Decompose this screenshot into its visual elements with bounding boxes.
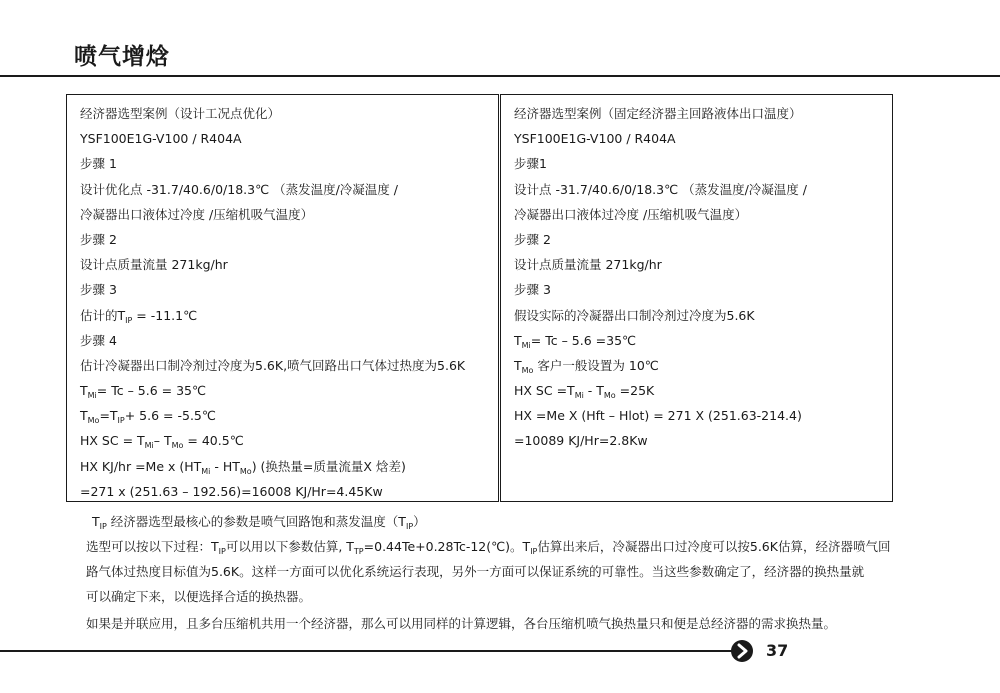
formula-hx-sc: HX SC = $T_{Mi}-$ $T_{Mo}$ = 40.5℃: [80, 433, 244, 451]
case-title: 经济器选型案例（设计工况点优化）: [80, 106, 281, 121]
step-1-heading: 步骤 1: [80, 156, 117, 172]
step-2-text: 设计点质量流量 271kg/hr: [80, 257, 228, 273]
note-tip-definition: $T_{IP}$ 经济器选型最核心的参数是喷气回路饱和蒸发温度$(T_{IP})$: [92, 514, 426, 531]
step-2-heading: 步骤 2: [80, 231, 117, 247]
header-divider: [0, 75, 1000, 77]
model-line: YSF100E1G-V100 / R404A: [514, 131, 676, 147]
case-box-design-optimization: [66, 94, 499, 502]
formula-tmi: $T_{Mi}= Tc - 5.6$ =35℃: [514, 332, 637, 350]
formula-tmo: $T_{Mo}=T_{IP}+ 5.6$ = -5.5℃: [80, 408, 216, 426]
case-title: 经济器选型案例（固定经济器主回路液体出口温度）: [514, 106, 802, 121]
formula-result: =10089 KJ/Hr=2.8Kw: [514, 433, 648, 449]
model-line: YSF100E1G-V100 / R404A: [80, 131, 242, 147]
step-3-text: 假设实际的冷凝器出口制冷剂过冷度为5.6K: [514, 307, 755, 323]
formula-hx-kj: HX KJ/hr =Me x $(HT_{Mi} - HT_{Mo})$ (换热量=质量流量X 焓差): [80, 458, 406, 476]
formula-hx: HX =Me X (Hft – Hlot) = 271 X (251.63-214.4): [514, 408, 802, 424]
formula-result: =271 x (251.63 – 192.56)=16008 KJ/Hr=4.45Kw: [80, 483, 383, 499]
footer-divider: [0, 650, 735, 652]
step-2-heading: 步骤 2: [514, 231, 551, 247]
note-parallel-application: 如果是并联应用，且多台压缩机共用一个经济器，那么可以用同样的计算逻辑，各台压缩机喷气换热量只和便是总经济器的需求换热量。: [86, 616, 837, 631]
step-3-heading: 步骤 3: [80, 282, 117, 298]
step-1-text-cont: 冷凝器出口液体过冷度 /压缩机吸气温度）: [514, 206, 748, 222]
step-1-heading: 步骤1: [514, 156, 547, 172]
notes-section: [86, 509, 946, 636]
step-4-heading: 步骤 4: [80, 332, 117, 348]
step-1-text: 设计优化点 -31.7/40.6/0/18.3℃ （蒸发温度/冷凝温度 /: [80, 181, 398, 197]
step-1-text: 设计点 -31.7/40.6/0/18.3℃ （蒸发温度/冷凝温度 /: [514, 181, 807, 197]
arrow-right-icon: [731, 640, 753, 662]
formula-hx-sc: HX SC $=T_{Mi} - T_{Mo} =25K$: [514, 383, 655, 401]
step-3-heading: 步骤 3: [514, 282, 551, 298]
step-4-text: 估计冷凝器出口制冷剂过冷度为5.6K,喷气回路出口气体过热度为5.6K: [80, 357, 466, 373]
page-title: 喷气增焓: [74, 44, 170, 70]
step-1-text-cont: 冷凝器出口液体过冷度 /压缩机吸气温度）: [80, 206, 314, 222]
note-selection-process-end: 可以确定下来，以便选择合适的换热器。: [86, 589, 312, 604]
step-3-text: 估计的$T_{IP}$ = -11.1℃: [80, 307, 198, 325]
formula-tmo: $T_{Mo}$ 客户一般设置为 10℃: [514, 357, 659, 375]
case-box-fixed-outlet-temp: [500, 94, 893, 502]
note-selection-process-cont: 路气体过热度目标值为5.6K。这样一方面可以优化系统运行表现，另外一方面可以保证系统的可靠性。当这些参数确定了，经济器的换热量就: [86, 564, 865, 579]
page-number: 37: [766, 641, 789, 660]
note-selection-process: 选型可以按以下过程：$T_{IP}$可以用以下参数估算, $T_{TP}=0.44Te+0.28Tc-12(℃)$。$T_{IP}$估算出来后，冷凝器出口过冷度可以按5.6K估算，经济器喷气回: [86, 539, 891, 556]
formula-tmi: $T_{Mi}= Tc - 5.6$ = 35℃: [80, 383, 207, 401]
step-2-text: 设计点质量流量 271kg/hr: [514, 257, 662, 273]
